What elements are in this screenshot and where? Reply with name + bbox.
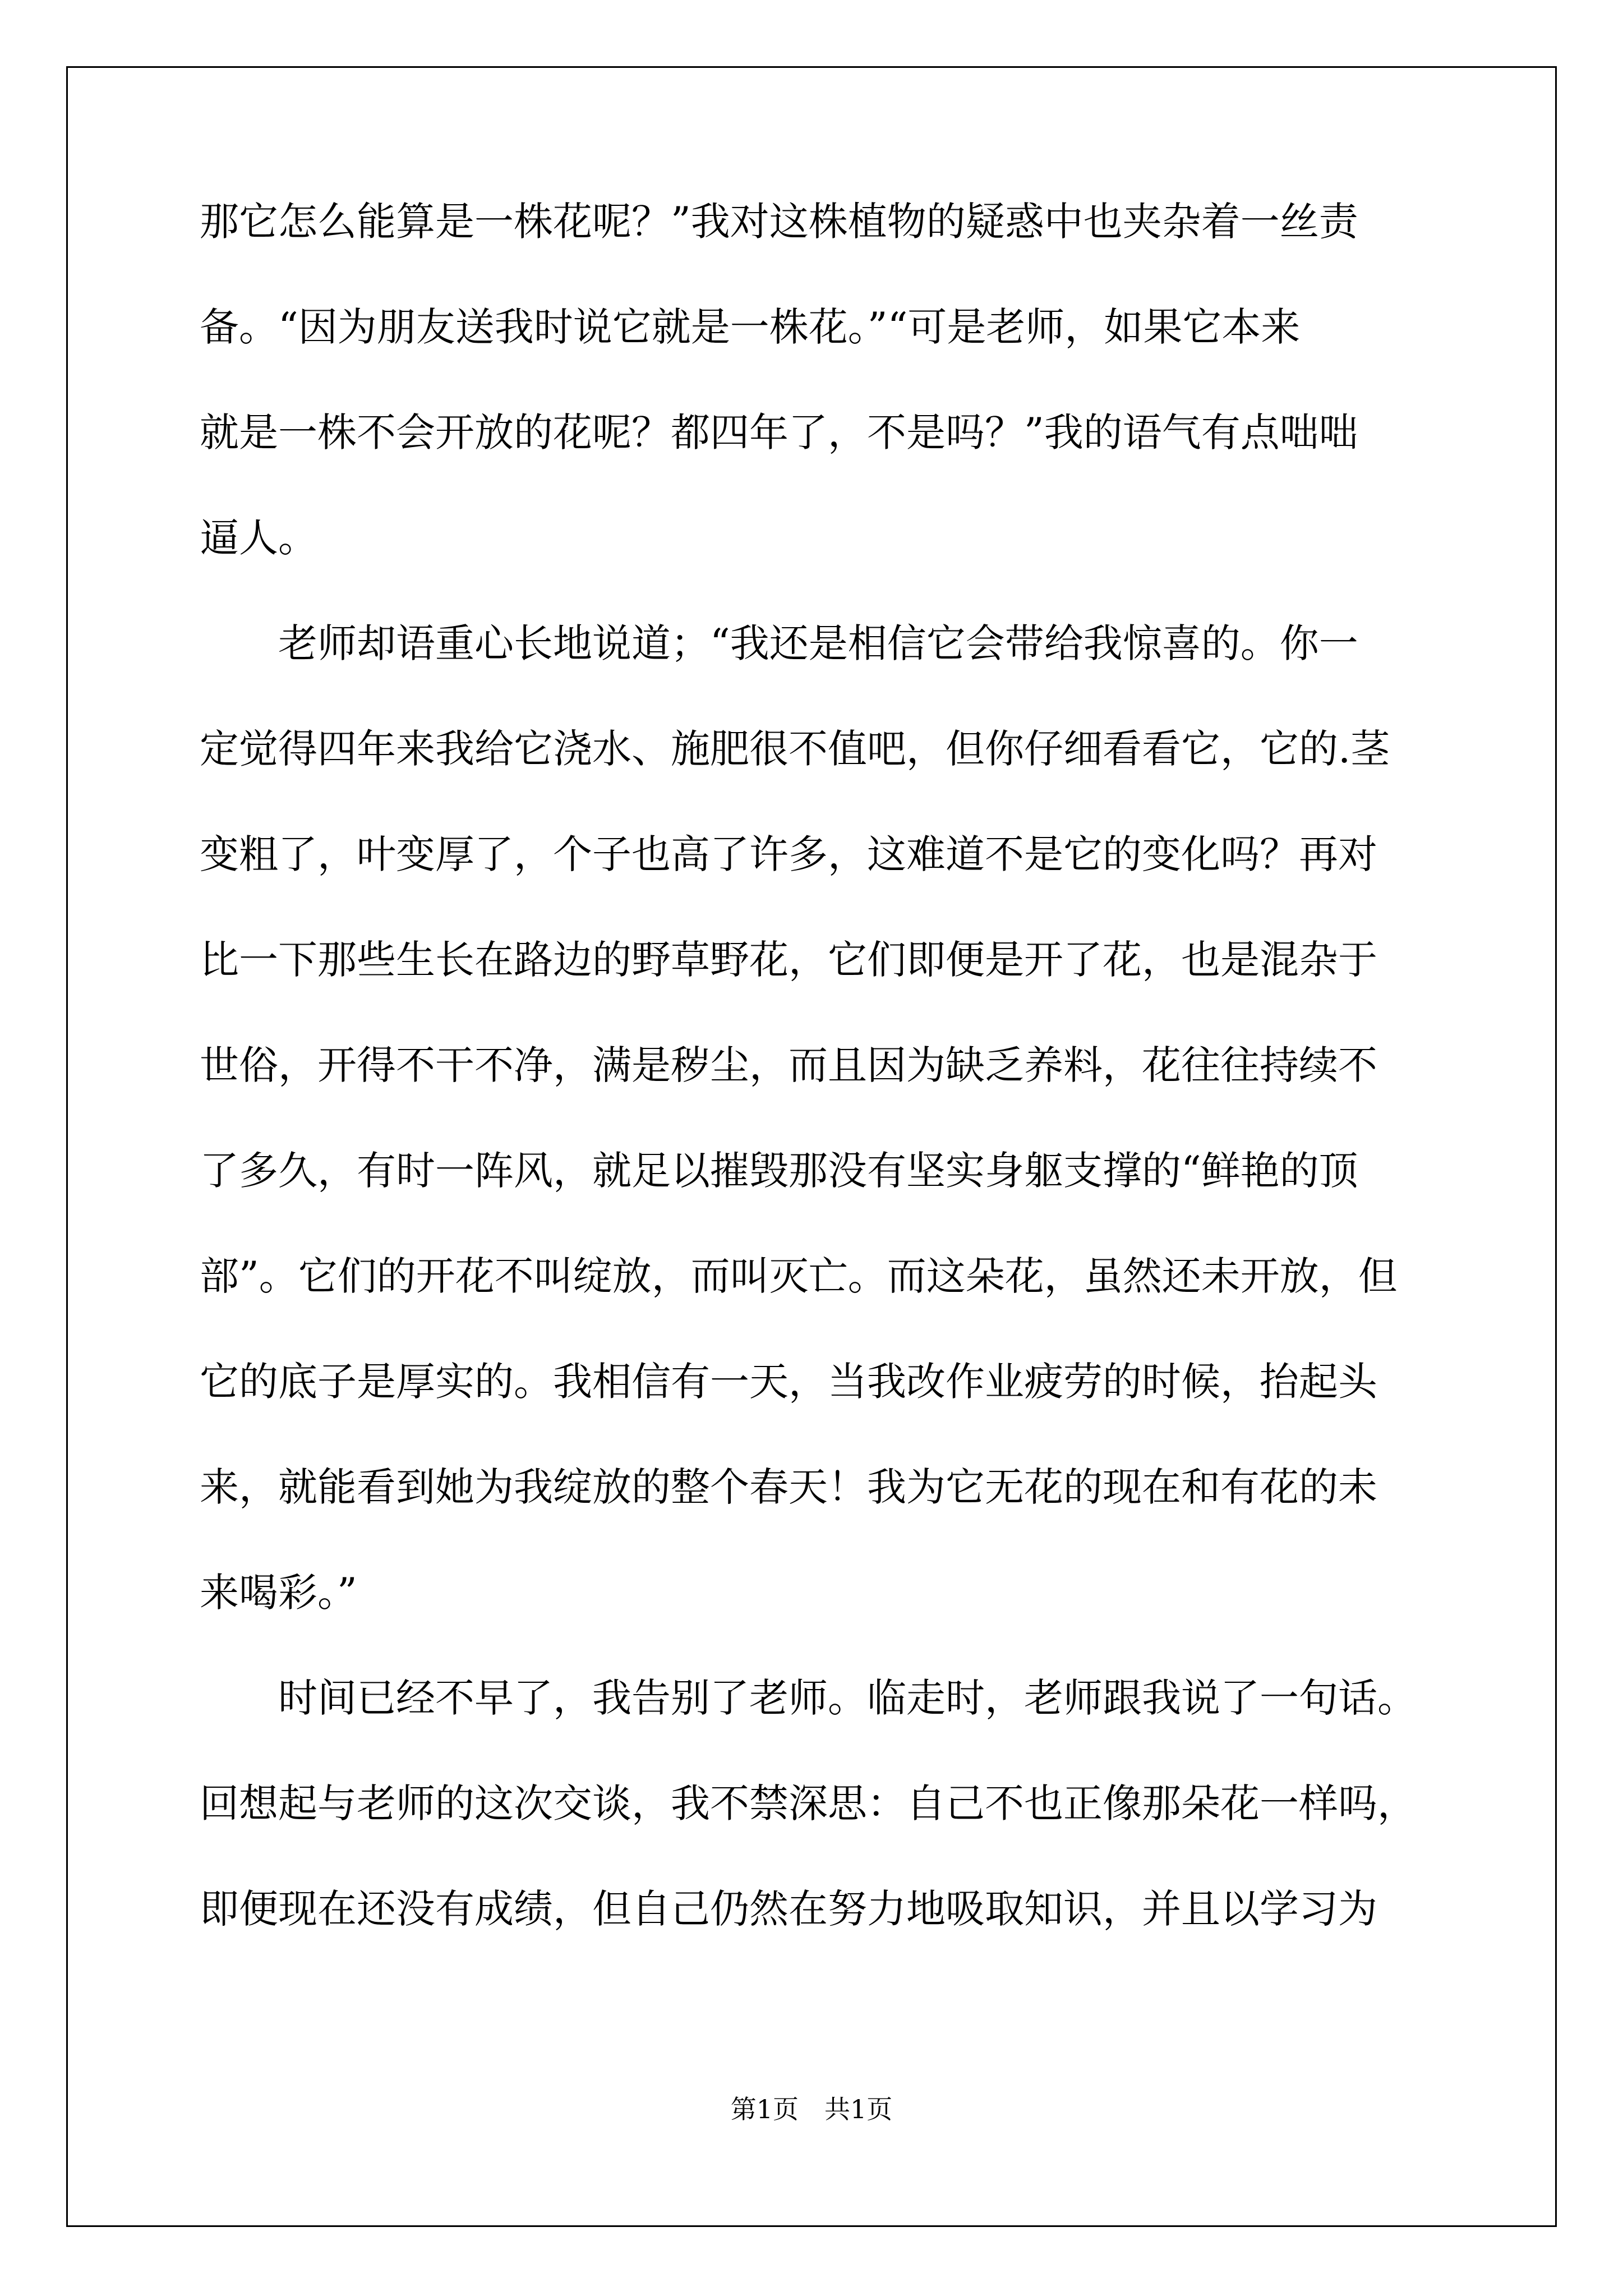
text-line: 备。“因为朋友送我时说它就是一株花。”“可是老师，如果它本来: [200, 304, 1301, 350]
page-footer: 第1页 共1页: [730, 2094, 893, 2124]
text-line: 来，就能看到她为我绽放的整个春天！我为它无花的现在和有花的未: [200, 1464, 1377, 1510]
text-line: 定觉得四年来我给它浇水、施肥很不值吧，但你仔细看看它，它的.茎: [200, 726, 1390, 772]
text-line: 了多久，有时一阵风，就足以摧毁那没有坚实身躯支撑的“鲜艳的顶: [200, 1148, 1358, 1194]
text-line: 部”。它们的开花不叫绽放，而叫灭亡。而这朵花，虽然还未开放，但: [200, 1253, 1398, 1299]
text-line: 它的底子是厚实的。我相信有一天，当我改作业疲劳的时候，抬起头: [200, 1359, 1377, 1405]
text-line: 老师却语重心长地说道；“我还是相信它会带给我惊喜的。你一: [278, 620, 1358, 666]
text-line: 逼人。: [200, 515, 317, 561]
text-line: 回想起与老师的这次交谈，我不禁深思：自己不也正像那朵花一样吗，: [200, 1780, 1417, 1826]
text-line: 世俗，开得不干不净，满是秽尘，而且因为缺乏养料，花往往持续不: [200, 1042, 1377, 1088]
document-body: [200, 195, 1433, 1988]
text-line: 变粗了，叶变厚了，个子也高了许多，这难道不是它的变化吗？再对: [200, 831, 1377, 877]
text-line: 那它怎么能算是一株花呢？”我对这株植物的疑惑中也夹杂着一丝责: [200, 199, 1358, 245]
text-line: 比一下那些生长在路边的野草野花，它们即便是开了花，也是混杂于: [200, 937, 1377, 983]
text-line: 来喝彩。”: [200, 1570, 357, 1616]
text-line: 即便现在还没有成绩，但自己仍然在努力地吸取知识，并且以学习为: [200, 1886, 1377, 1932]
text-line: 就是一株不会开放的花呢？都四年了，不是吗？”我的语气有点咄咄: [200, 409, 1358, 455]
text-line: 时间已经不早了，我告别了老师。临走时，老师跟我说了一句话。: [278, 1675, 1417, 1721]
